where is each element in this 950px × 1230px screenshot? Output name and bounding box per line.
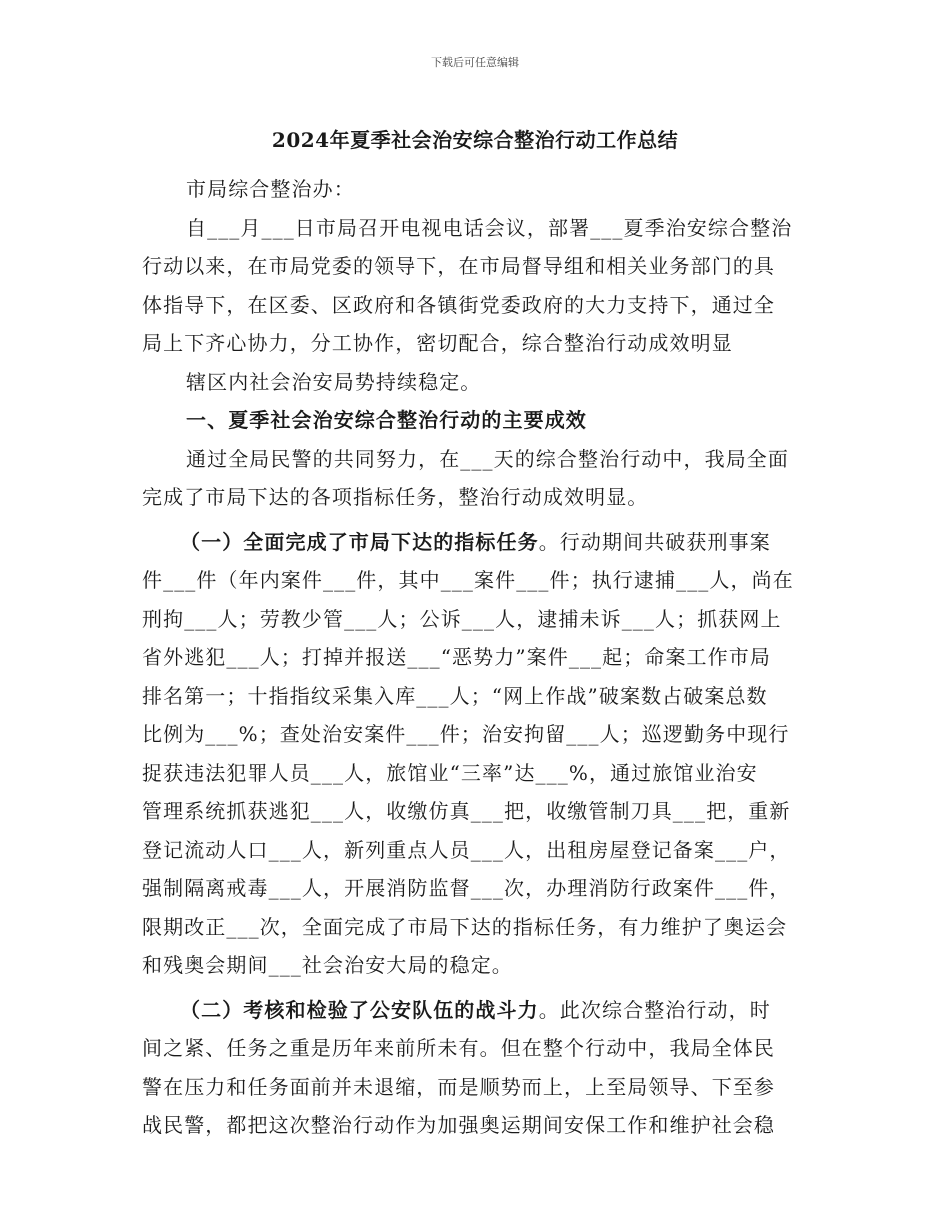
sub1-line: 限期改正___次，全面完成了市局下达的指标任务，有力维护了奥运会 bbox=[142, 914, 788, 939]
sub1-line: 和残奥会期间___社会治安大局的稳定。 bbox=[142, 953, 513, 977]
sub1-line: 捉获违法犯罪人员___人，旅馆业“三率”达___%，通过旅馆业治安 bbox=[142, 760, 758, 785]
sub1-first-line bbox=[142, 523, 812, 562]
sub1-heading: （一）全面完成了市局下达的指标任务 bbox=[180, 529, 539, 554]
header-note: 下载后可任意编辑 bbox=[431, 56, 519, 69]
sub1-line: 刑拘___人；劳教少管___人；公诉___人，逮捕未诉___人；抓获网上 bbox=[142, 606, 782, 631]
intro-line: 体指导下，在区委、区政府和各镇街党委政府的大力支持下，通过全 bbox=[142, 292, 775, 317]
section1-line: 通过全局民警的共同努力，在___天的综合整治行动中，我局全面 bbox=[186, 446, 789, 471]
sub2-first-line bbox=[142, 991, 812, 1030]
sub2-first-rest: 。此次综合整治行动，时 bbox=[538, 997, 771, 1022]
document-body bbox=[142, 170, 812, 1145]
section1-heading: 一、夏季社会治安综合整治行动的主要成效 bbox=[186, 408, 587, 432]
sub2-line: 战民警，都把这次整治行动作为加强奥运期间安保工作和维护社会稳 bbox=[142, 1113, 775, 1137]
sub1-line: 省外逃犯___人；打掉并报送___“恶势力”案件___起；命案工作市局 bbox=[142, 645, 771, 669]
sub1-line: 管理系统抓获逃犯___人，收缴仿真___把，收缴管制刀具___把，重新 bbox=[142, 799, 791, 823]
sub2-line: 警在压力和任务面前并未退缩，而是顺势而上，上至局领导、下至参 bbox=[142, 1074, 775, 1099]
sub2-heading: （二）考核和检验了公安队伍的战斗力 bbox=[180, 997, 539, 1022]
intro-line: 自___月___日市局召开电视电话会议，部署___夏季治安综合整治 bbox=[186, 215, 793, 240]
sub1-line: 强制隔离戒毒___人，开展消防监督___次，办理消防行政案件___件， bbox=[142, 876, 791, 900]
sub1-line: 比例为___%；查处治安案件___件；治安拘留___人；巡逻勤务中现行 bbox=[142, 722, 790, 746]
salutation: 市局综合整治办： bbox=[186, 177, 355, 201]
sub1-line: 排名第一；十指指纹采集入库___人；“网上作战”破案数占破案总数 bbox=[142, 683, 768, 708]
intro-line: 行动以来，在市局党委的领导下，在市局督导组和相关业务部门的具 bbox=[142, 254, 775, 278]
sub1-line: 件___件（年内案件___件，其中___案件___件；执行逮捕___人，尚在 bbox=[142, 568, 794, 592]
sub1-line: 登记流动人口___人，新列重点人员___人，出租房屋登记备案___户， bbox=[142, 837, 791, 862]
intro-tail: 辖区内社会治安局势持续稳定。 bbox=[186, 369, 482, 394]
sub1-first-rest: 。行动期间共破获刑事案 bbox=[538, 529, 771, 554]
intro-line: 局上下齐心协力，分工协作，密切配合，综合整治行动成效明显 bbox=[142, 331, 733, 355]
document-title: 2024年夏季社会治安综合整治行动工作总结 bbox=[271, 128, 679, 152]
section1-line: 完成了市局下达的各项指标任务，整治行动成效明显。 bbox=[142, 485, 649, 509]
sub2-line: 间之紧、任务之重是历年来前所未有。但在整个行动中，我局全体民 bbox=[142, 1036, 775, 1060]
